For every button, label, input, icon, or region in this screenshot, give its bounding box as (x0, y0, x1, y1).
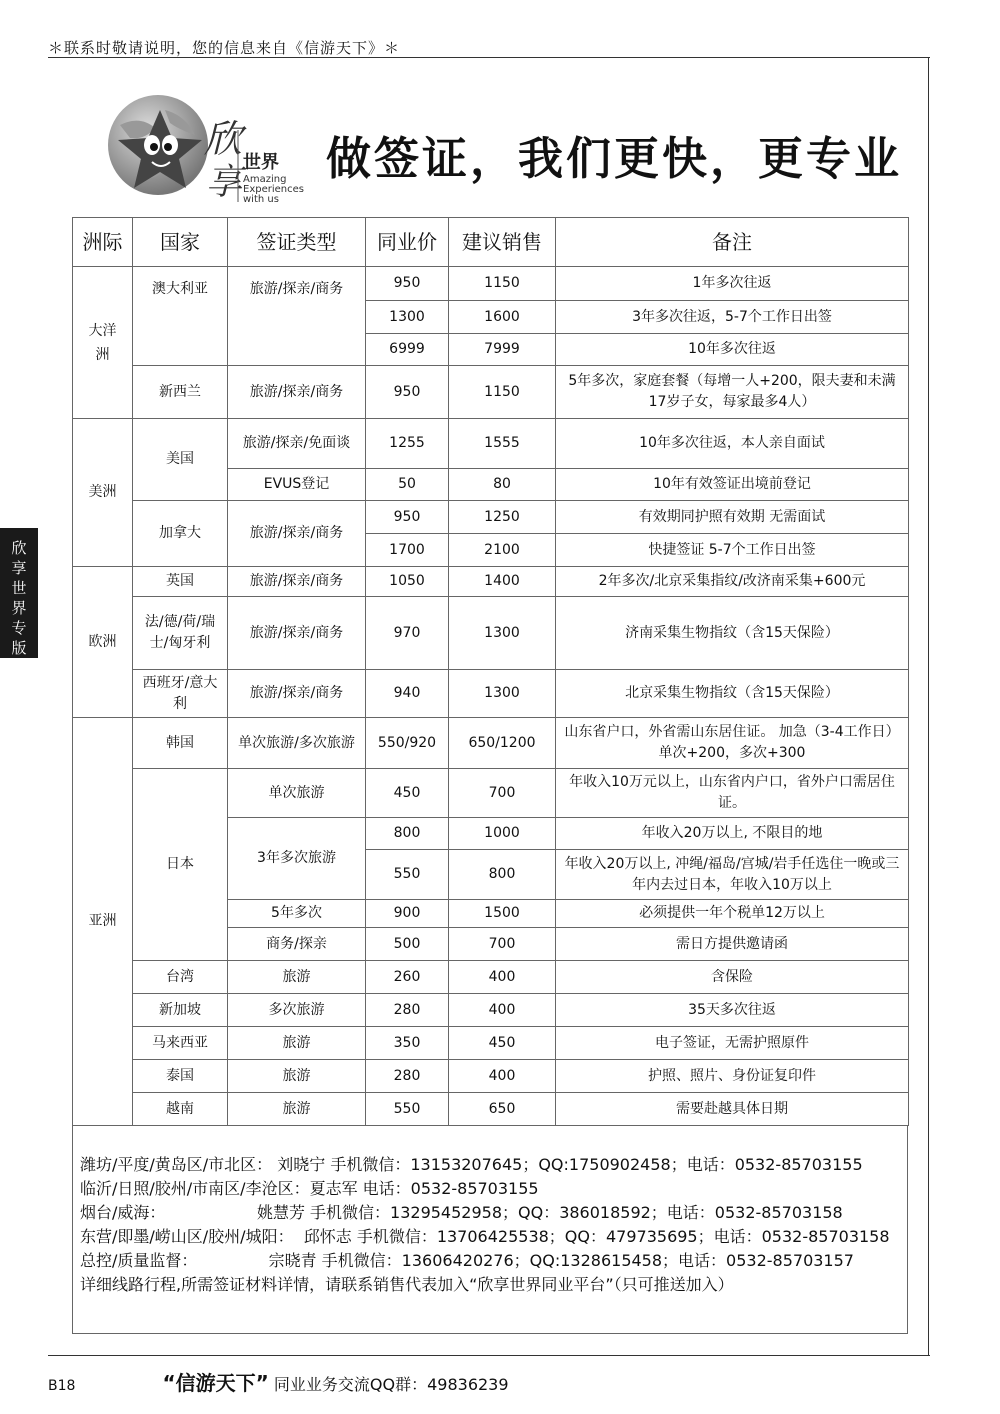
country-cell: 日本 (133, 769, 228, 961)
frame-bottom-rule (48, 1355, 930, 1356)
table-row (73, 961, 909, 994)
table-row (73, 718, 909, 769)
type-cell: 旅游/探亲/免面谈 (228, 419, 366, 469)
price-cell: 950 (366, 267, 449, 301)
header-remarks: 备注 (556, 218, 909, 267)
suggest-cell: 400 (449, 961, 556, 994)
price-cell: 550 (366, 1093, 449, 1126)
note-cell: 山东省户口，外省需山东居住证。 加急（3-4工作日）单次+200，多次+300 (556, 718, 909, 769)
contact-line: 临沂/日照/胶州/市南区/李沧区：夏志军 电话：0532-85703155 (80, 1179, 539, 1198)
suggest-cell: 400 (449, 994, 556, 1027)
table-row (73, 1027, 909, 1060)
type-cell: 旅游/探亲/商务 (228, 597, 366, 670)
suggest-cell: 1150 (449, 267, 556, 301)
type-cell: 3年多次旅游 (228, 818, 366, 900)
note-cell: 年收入20万以上, 不限目的地 (556, 818, 909, 850)
type-cell: 旅游 (228, 961, 366, 994)
price-cell: 50 (366, 469, 449, 501)
suggest-cell: 1500 (449, 900, 556, 928)
country-cell: 加拿大 (133, 501, 228, 567)
price-cell: 1700 (366, 534, 449, 567)
note-cell: 护照、照片、身份证复印件 (556, 1060, 909, 1093)
price-cell: 350 (366, 1027, 449, 1060)
table-row (73, 419, 909, 469)
footer-text: 同业业务交流QQ群：49836239 (273, 1375, 509, 1394)
suggest-cell: 1400 (449, 567, 556, 597)
brand-logo (100, 90, 310, 210)
slogan-headline: 做签证，我们更快，更专业 (326, 132, 903, 185)
price-cell: 1255 (366, 419, 449, 469)
suggest-cell: 700 (449, 769, 556, 818)
contact-line: 东营/即墨/崂山区/胶州/城阳： 邱怀志 手机微信：13706425538；QQ：479735695；电话：0532-85703158 (80, 1227, 890, 1246)
logo-char-1: 欣 (204, 117, 243, 161)
contact-line: 总控/质量监督： 宗晓青 手机微信：13606420276；QQ:1328615458；电话：0532-85703157 (80, 1251, 854, 1270)
type-cell: 旅游/探亲/商务 (228, 670, 366, 718)
table-row (73, 597, 909, 670)
continent-cell: 亚洲 (73, 718, 133, 1126)
price-cell: 450 (366, 769, 449, 818)
continent-cell: 欧洲 (73, 567, 133, 718)
table-row (73, 1060, 909, 1093)
page-footer (48, 1367, 509, 1396)
side-tab (0, 528, 38, 658)
price-cell: 500 (366, 928, 449, 961)
logo-tagline-3: with us (243, 194, 279, 205)
note-cell: 必须提供一年个税单12万以上 (556, 900, 909, 928)
country-cell: 法/德/荷/瑞士/匈牙利 (133, 597, 228, 670)
frame-top-rule (48, 57, 930, 58)
country-cell: 美国 (133, 419, 228, 501)
type-cell: 商务/探亲 (228, 928, 366, 961)
logo-char-2: 享 (206, 162, 243, 203)
price-cell: 6999 (366, 334, 449, 366)
suggest-cell: 1600 (449, 301, 556, 334)
header-continent: 洲际 (73, 218, 133, 267)
contact-line: 详细线路行程,所需签证材料详情，请联系销售代表加入“欣享世界同业平台”（只可推送加入） (80, 1275, 734, 1294)
price-cell: 800 (366, 818, 449, 850)
note-cell: 10年多次往返 (556, 334, 909, 366)
note-cell: 济南采集生物指纹（含15天保险） (556, 597, 909, 670)
price-cell: 280 (366, 1060, 449, 1093)
table-row (73, 567, 909, 597)
note-cell: 10年有效签证出境前登记 (556, 469, 909, 501)
price-cell: 950 (366, 366, 449, 419)
note-cell: 35天多次往返 (556, 994, 909, 1027)
note-cell: 年收入10万元以上，山东省内户口，省外户口需居住证。 (556, 769, 909, 818)
suggest-cell: 1555 (449, 419, 556, 469)
suggest-cell: 1300 (449, 670, 556, 718)
note-cell: 需日方提供邀请函 (556, 928, 909, 961)
suggest-cell: 1250 (449, 501, 556, 534)
note-cell: 2年多次/北京采集指纹/改济南采集+600元 (556, 567, 909, 597)
frame-right-rule (928, 57, 929, 1355)
type-cell: 旅游/探亲/商务 (228, 366, 366, 419)
price-cell: 1300 (366, 301, 449, 334)
type-cell: 单次旅游 (228, 769, 366, 818)
price-cell: 950 (366, 501, 449, 534)
price-cell: 1050 (366, 567, 449, 597)
page-number: B18 (48, 1378, 76, 1394)
note-cell: 有效期同护照有效期 无需面试 (556, 501, 909, 534)
header-trade-price: 同业价 (366, 218, 449, 267)
type-cell: 旅游 (228, 1027, 366, 1060)
table-row (73, 994, 909, 1027)
note-cell: 年收入20万以上, 冲绳/福岛/宫城/岩手任选住一晚或三年内去过日本，年收入10万以上 (556, 850, 909, 900)
continent-label: 大洋洲 (88, 322, 117, 363)
table-row (73, 267, 909, 301)
country-cell: 英国 (133, 567, 228, 597)
table-row (73, 769, 909, 818)
continent-cell (73, 267, 133, 419)
table-row (73, 501, 909, 534)
suggest-cell: 800 (449, 850, 556, 900)
type-cell: 旅游 (228, 1093, 366, 1126)
country-cell: 西班牙/意大利 (133, 670, 228, 718)
contact-line: 潍坊/平度/黄岛区/市北区： 刘晓宁 手机微信：13153207645；QQ:1750902458；电话：0532-85703155 (80, 1155, 863, 1174)
price-cell: 550/920 (366, 718, 449, 769)
suggest-cell: 1000 (449, 818, 556, 850)
logo-word: 世界 (243, 152, 279, 173)
top-note: ＊联系时敬请说明，您的信息来自《信游天下》＊ (48, 39, 401, 57)
note-cell: 快捷签证 5-7个工作日出签 (556, 534, 909, 567)
contact-box (72, 1126, 908, 1334)
price-cell: 970 (366, 597, 449, 670)
price-cell: 900 (366, 900, 449, 928)
country-cell: 台湾 (133, 961, 228, 994)
footer-brand: “信游天下” (162, 1371, 269, 1395)
country-cell: 新加坡 (133, 994, 228, 1027)
header-country: 国家 (133, 218, 228, 267)
type-cell: 旅游 (228, 1060, 366, 1093)
logo-tagline-2: Experiences (243, 184, 304, 195)
note-cell: 含保险 (556, 961, 909, 994)
contact-line: 烟台/威海： 姚慧芳 手机微信：13295452958；QQ：386018592；电话：0532-85703158 (80, 1203, 843, 1222)
country-cell: 新西兰 (133, 366, 228, 419)
country-cell: 越南 (133, 1093, 228, 1126)
note-cell: 10年多次往返，本人亲自面试 (556, 419, 909, 469)
header-visa-type: 签证类型 (228, 218, 366, 267)
suggest-cell: 2100 (449, 534, 556, 567)
note-cell: 需要赴越具体日期 (556, 1093, 909, 1126)
suggest-cell: 1300 (449, 597, 556, 670)
table-header-row (73, 218, 909, 267)
note-cell: 北京采集生物指纹（含15天保险） (556, 670, 909, 718)
continent-cell: 美洲 (73, 419, 133, 567)
suggest-cell: 700 (449, 928, 556, 961)
suggest-cell: 80 (449, 469, 556, 501)
country-cell: 马来西亚 (133, 1027, 228, 1060)
table-row (73, 366, 909, 419)
country-cell: 韩国 (133, 718, 228, 769)
price-cell: 550 (366, 850, 449, 900)
type-cell: 旅游/探亲/商务 (228, 267, 366, 366)
suggest-cell: 400 (449, 1060, 556, 1093)
type-cell: 5年多次 (228, 900, 366, 928)
note-cell: 3年多次往返，5-7个工作日出签 (556, 301, 909, 334)
type-cell: 单次旅游/多次旅游 (228, 718, 366, 769)
country-cell: 澳大利亚 (133, 267, 228, 366)
price-cell: 260 (366, 961, 449, 994)
note-cell: 5年多次，家庭套餐（每增一人+200，限夫妻和未满17岁子女，每家最多4人） (556, 366, 909, 419)
suggest-cell: 7999 (449, 334, 556, 366)
price-cell: 280 (366, 994, 449, 1027)
type-cell: 多次旅游 (228, 994, 366, 1027)
note-cell: 电子签证，无需护照原件 (556, 1027, 909, 1060)
suggest-cell: 650 (449, 1093, 556, 1126)
suggest-cell: 650/1200 (449, 718, 556, 769)
side-tab-label: 欣享世界专版 (11, 539, 27, 657)
type-cell: EVUS登记 (228, 469, 366, 501)
type-cell: 旅游/探亲/商务 (228, 501, 366, 567)
table-row (73, 670, 909, 718)
type-cell: 旅游/探亲/商务 (228, 567, 366, 597)
country-cell: 泰国 (133, 1060, 228, 1093)
visa-price-table (72, 217, 909, 1126)
suggest-cell: 1150 (449, 366, 556, 419)
table-row (73, 1093, 909, 1126)
price-cell: 940 (366, 670, 449, 718)
header-suggested-price: 建议销售 (449, 218, 556, 267)
note-cell: 1年多次往返 (556, 267, 909, 301)
suggest-cell: 450 (449, 1027, 556, 1060)
logo-tagline-1: Amazing (243, 174, 287, 185)
